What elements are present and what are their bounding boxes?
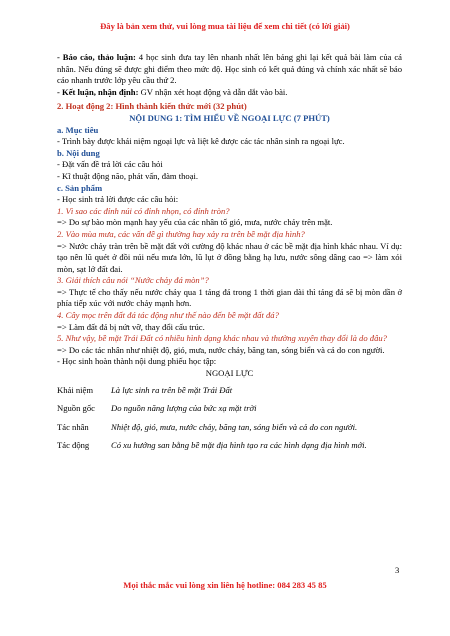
question-2: 2. Vào mùa mưa, các vấn đề gì thường hay xảy ra trên bề mặt địa hình? xyxy=(57,228,305,239)
page-content xyxy=(57,52,402,456)
worksheet-row xyxy=(57,400,402,419)
section-a-title: a. Mục tiêu xyxy=(57,124,99,135)
preview-notice: Đây là bản xem thử, vui lòng mua tài liệu để xem chi tiết (có lời giải) xyxy=(100,21,350,31)
worksheet-table xyxy=(57,382,402,456)
worksheet-value: Có xu hướng san bằng bề mặt địa hình tạo ra các hình dạng địa hình mới. xyxy=(111,440,367,451)
page-number: 3 xyxy=(395,565,400,575)
worksheet-row xyxy=(57,437,402,456)
answer-2: => Nước chảy tràn trên bề mặt đất với cường độ khác nhau ở các bề mặt địa hình khác nhau. Ví dụ: tạo nên lũ quét ở đồi núi nếu mưa lớn, lũ lụt ở đồng bằng hạ lưu, nước sông dâng cao => làm xói mòn, sạt lở đất đai. xyxy=(57,240,402,274)
section-a-text: - Trình bày được khái niệm ngoại lực và liệt kê được các tác nhân sinh ra ngoại lực. xyxy=(57,136,345,147)
answer-3: => Thực tế cho thấy nếu nước chảy qua 1 tảng đá trong 1 thời gian dài thì tảng đá sẽ bị mòn dần ở phía tiếp xúc với nước chảy mạnh hơn. xyxy=(57,286,402,309)
hotline-notice: Mọi thắc mắc vui lòng xin liên hệ hotline: 084 283 45 85 xyxy=(123,580,327,590)
report-paragraph xyxy=(57,52,402,87)
section-c-title: c. Sản phẩm xyxy=(57,182,103,193)
question-1: 1. Vì sao các đỉnh núi có đỉnh nhọn, có đỉnh tròn? xyxy=(57,205,230,216)
answer-1: => Do sự bào mòn mạnh hay yếu của các nhân tố gió, mưa, nước chảy trên mặt. xyxy=(57,217,333,228)
worksheet-key: Tác động xyxy=(57,440,90,451)
activity-title: 2. Hoạt động 2: Hình thành kiến thức mới (32 phút) xyxy=(57,101,247,112)
worksheet-key: Tác nhân xyxy=(57,421,89,432)
worksheet-row xyxy=(57,419,402,438)
content-title: NỘI DUNG 1: TÌM HIỂU VỀ NGOẠI LỰC (7 PHÚT) xyxy=(129,112,330,123)
conclusion-paragraph xyxy=(57,87,402,99)
question-3: 3. Giải thích câu nói “Nước chảy đá mòn”? xyxy=(57,275,209,286)
worksheet-value: Là lực sinh ra trên bề mặt Trái Đất xyxy=(111,384,233,395)
worksheet-key: Nguồn gốc xyxy=(57,403,95,414)
worksheet-title: NGOẠI LỰC xyxy=(205,368,254,379)
worksheet-key: Khái niệm xyxy=(57,384,94,395)
answer-4: => Làm đất đá bị nứt vỡ, thay đổi cấu trúc. xyxy=(57,321,205,332)
question-5: 5. Như vậy, bề mặt Trái Đất có nhiều hình dạng khác nhau và thường xuyên thay đổi là do đâu? xyxy=(57,333,387,344)
question-4: 4. Cây mọc trên đất đá tác động như thế nào đến bề mặt đất đá? xyxy=(57,310,279,321)
conclusion-text: GV nhận xét hoạt động và dẫn dắt vào bài. xyxy=(138,86,288,97)
worksheet-value: Nhiệt độ, gió, mưa, nước chảy, băng tan, sóng biển và cả do con người. xyxy=(111,421,358,432)
report-text: 4 học sinh đưa tay lên nhanh nhất lên bảng ghi lại kết quả bài làm của cá nhân. Nếu đúng sẽ được ghi điểm theo mức độ. Học sinh có kết quả đúng và chính xác nhất sẽ báo cáo nhanh trước lớp yêu cầu thứ 2. xyxy=(57,52,403,86)
section-b-item-2: - Kĩ thuật động não, phát vấn, đàm thoại. xyxy=(57,170,199,181)
answer-5: => Do các tác nhân như nhiệt độ, gió, mưa, nước chảy, băng tan, sóng biển và cả do con người. xyxy=(57,344,385,355)
section-c-intro: - Học sinh trả lời được các câu hỏi: xyxy=(57,194,179,205)
conclusion-label: - Kết luận, nhận định: xyxy=(57,86,139,97)
worksheet-value: Do nguồn năng lượng của bức xạ mặt trời xyxy=(111,403,257,414)
section-b-title: b. Nội dung xyxy=(57,147,100,158)
report-label: - Báo cáo, thảo luận: xyxy=(57,52,136,62)
worksheet-intro: - Học sinh hoàn thành nội dung phiếu học tập: xyxy=(57,356,217,367)
worksheet-row xyxy=(57,382,402,401)
section-b-item-1: - Đặt vấn đề trả lời các câu hỏi xyxy=(57,159,163,170)
